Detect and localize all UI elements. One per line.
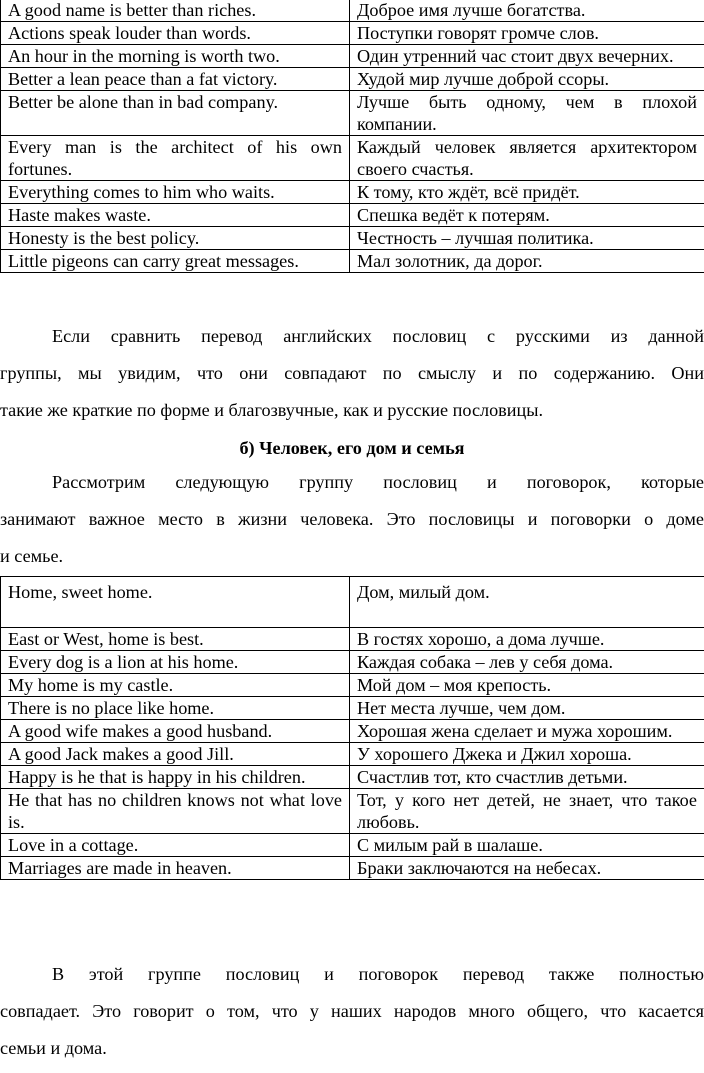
table-row — [1, 136, 704, 181]
paragraph-line: семьи и дома. — [0, 1038, 107, 1058]
table-row — [1, 651, 704, 674]
paragraph-line: совпадает. Это говорит о том, что у наших народов много общего, что касается — [0, 1001, 704, 1021]
proverbs-table-general — [0, 0, 704, 273]
english-proverb: Every dog is a lion at his home. — [1, 651, 350, 674]
english-proverb: Haste makes waste. — [1, 204, 350, 227]
russian-translation: У хорошего Джека и Джил хороша. — [350, 743, 704, 766]
proverbs-table-home-family — [0, 576, 704, 880]
english-proverb: My home is my castle. — [1, 674, 350, 697]
table-row — [1, 697, 704, 720]
russian-translation: Каждая собака – лев у себя дома. — [350, 651, 704, 674]
table-row — [1, 577, 704, 628]
table-row — [1, 720, 704, 743]
russian-translation: Один утренний час стоит двух вечерних. — [350, 45, 704, 68]
english-proverb: Better a lean peace than a fat victory. — [1, 68, 350, 91]
english-proverb: Love in a cottage. — [1, 834, 350, 857]
russian-translation: Мой дом – моя крепость. — [350, 674, 704, 697]
russian-translation: Хорошая жена сделает и мужа хорошим. — [350, 720, 704, 743]
russian-translation: Худой мир лучше доброй ссоры. — [350, 68, 704, 91]
table-row — [1, 674, 704, 697]
russian-translation: Спешка ведёт к потерям. — [350, 204, 704, 227]
russian-translation: Мал золотник, да дорог. — [350, 250, 704, 273]
table-row — [1, 181, 704, 204]
table-row — [1, 743, 704, 766]
russian-translation: Каждый человек является архитектором своего счастья. — [350, 136, 704, 181]
russian-translation: Тот, у кого нет детей, не знает, что такое любовь. — [350, 789, 704, 834]
paragraph-line: Если сравнить перевод английских пословиц с русскими из данной — [52, 326, 704, 346]
paragraph-line: Рассмотрим следующую группу пословиц и поговорок, которые — [52, 472, 704, 492]
russian-translation: Честность – лучшая политика. — [350, 227, 704, 250]
table-row — [1, 250, 704, 273]
paragraph-line: такие же краткие по форме и благозвучные, как и русские пословицы. — [0, 400, 544, 420]
russian-translation: В гостях хорошо, а дома лучше. — [350, 628, 704, 651]
table-row — [1, 45, 704, 68]
conclusion-paragraph — [0, 956, 704, 1067]
english-proverb: Every man is the architect of his own fortunes. — [1, 136, 350, 181]
english-proverb: A good name is better than riches. — [1, 0, 350, 22]
english-proverb: Marriages are made in heaven. — [1, 857, 350, 880]
english-proverb: East or West, home is best. — [1, 628, 350, 651]
paragraph-line: группы, мы увидим, что они совпадают по смыслу и по содержанию. Они — [0, 363, 704, 383]
table-row — [1, 22, 704, 45]
section-heading: б) Человек, его дом и семья — [239, 438, 465, 458]
english-proverb: Little pigeons can carry great messages. — [1, 250, 350, 273]
table-row — [1, 0, 704, 22]
english-proverb: Honesty is the best policy. — [1, 227, 350, 250]
russian-translation: Счастлив тот, кто счастлив детьми. — [350, 766, 704, 789]
russian-translation: Дом, милый дом. — [350, 577, 704, 628]
russian-translation: Браки заключаются на небесах. — [350, 857, 704, 880]
paragraph-line: и семье. — [0, 546, 64, 566]
paragraph-line: занимают важное место в жизни человека. Это пословицы и поговорки о доме — [0, 509, 704, 529]
english-proverb: A good wife makes a good husband. — [1, 720, 350, 743]
english-proverb: He that has no children knows not what love is. — [1, 789, 350, 834]
table-row — [1, 789, 704, 834]
table-row — [1, 227, 704, 250]
english-proverb: There is no place like home. — [1, 697, 350, 720]
table-row — [1, 204, 704, 227]
english-proverb: Everything comes to him who waits. — [1, 181, 350, 204]
table-row — [1, 857, 704, 880]
intro-paragraph — [0, 464, 704, 575]
english-proverb: Happy is he that is happy in his children. — [1, 766, 350, 789]
english-proverb: An hour in the morning is worth two. — [1, 45, 350, 68]
paragraph-line: В этой группе пословиц и поговорок перевод также полностью — [52, 964, 704, 984]
russian-translation: Поступки говорят громче слов. — [350, 22, 704, 45]
table-row — [1, 91, 704, 136]
russian-translation: Лучше быть одному, чем в плохой компании. — [350, 91, 704, 136]
russian-translation: Доброе имя лучше богатства. — [350, 0, 704, 22]
english-proverb: Home, sweet home. — [1, 577, 350, 628]
english-proverb: A good Jack makes a good Jill. — [1, 743, 350, 766]
comparison-paragraph — [0, 318, 704, 429]
table-row — [1, 766, 704, 789]
english-proverb: Better be alone than in bad company. — [1, 91, 350, 136]
english-proverb: Actions speak louder than words. — [1, 22, 350, 45]
table-row — [1, 834, 704, 857]
russian-translation: К тому, кто ждёт, всё придёт. — [350, 181, 704, 204]
table-row — [1, 68, 704, 91]
table-row — [1, 628, 704, 651]
russian-translation: Нет места лучше, чем дом. — [350, 697, 704, 720]
russian-translation: С милым рай в шалаше. — [350, 834, 704, 857]
